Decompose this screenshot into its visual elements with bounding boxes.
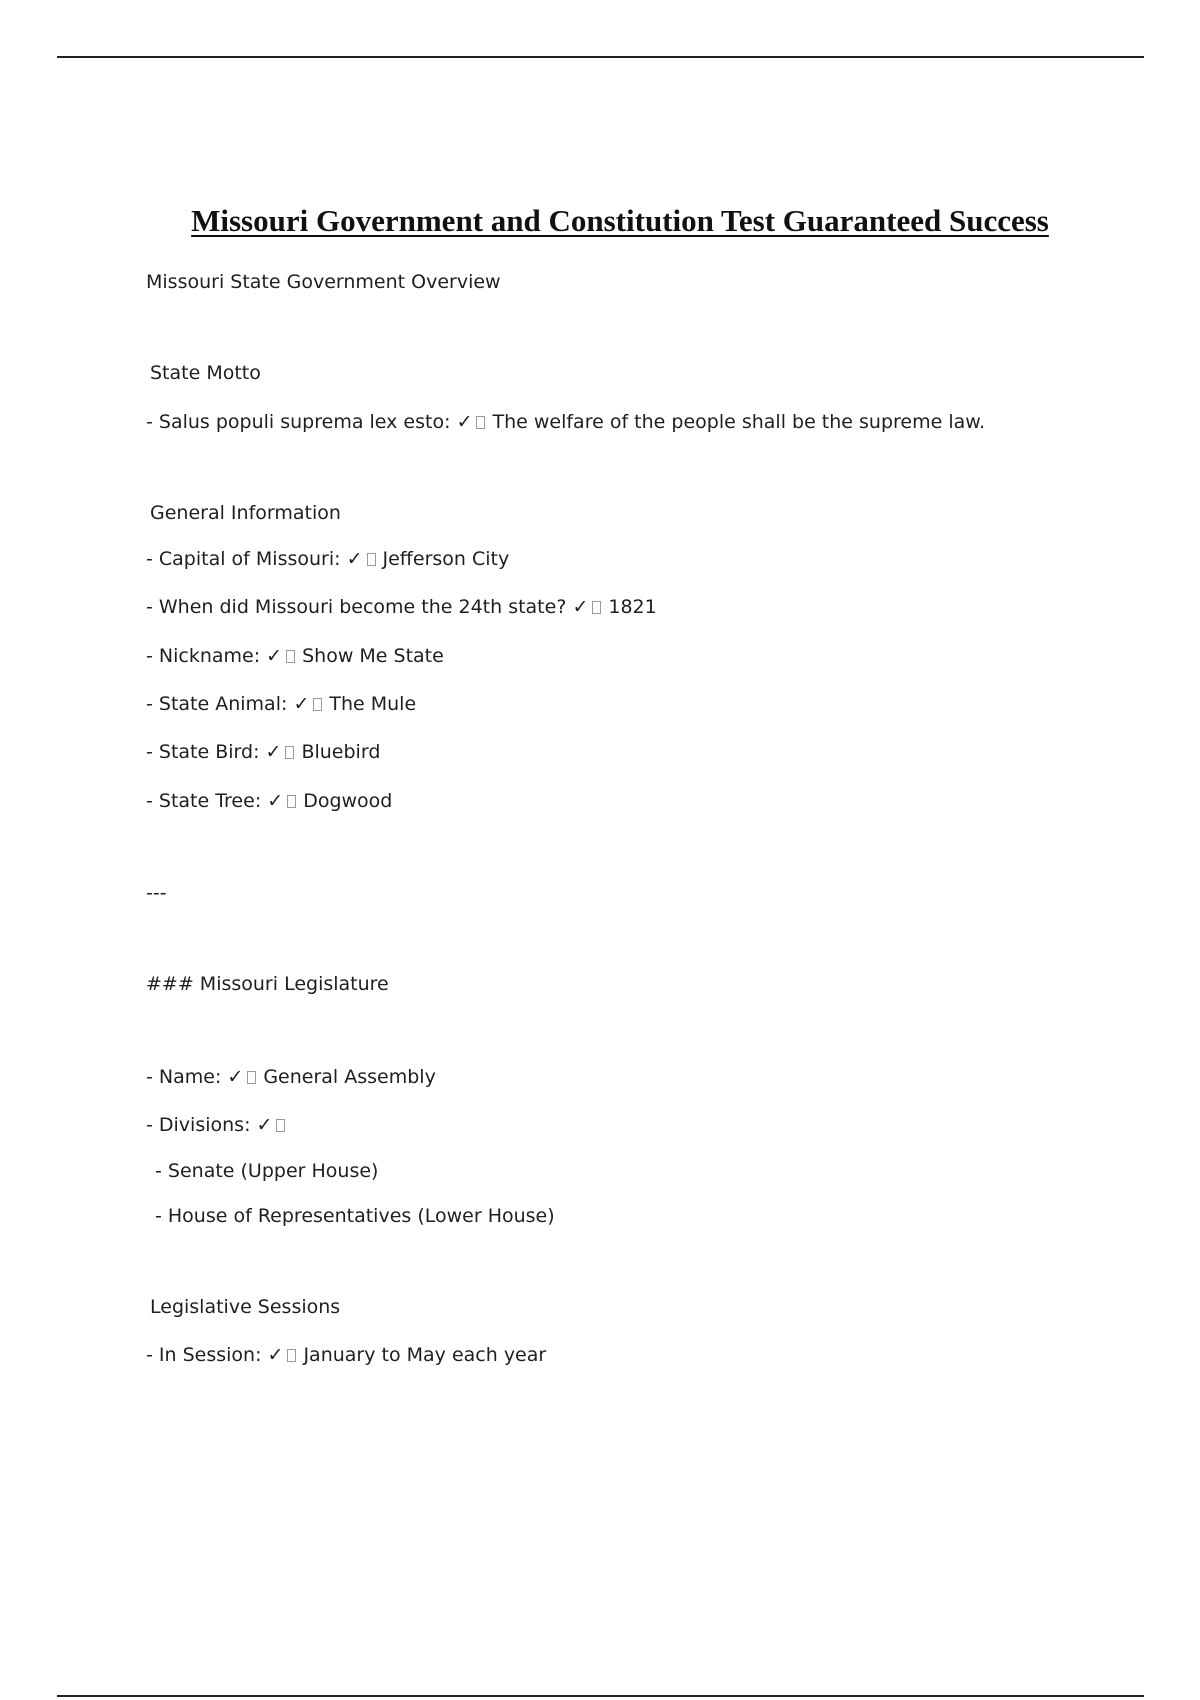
question-text: - In Session: — [146, 1344, 262, 1366]
question-text: - Name: — [146, 1066, 222, 1088]
qa-item-motto — [146, 409, 985, 435]
qa-item-legislature-name — [146, 1064, 436, 1090]
check-icon: ✓ — [293, 693, 310, 715]
qa-item-state-animal — [146, 691, 416, 717]
checkbox-icon — [287, 1349, 296, 1362]
question-text: - State Animal: — [146, 693, 288, 715]
question-text: - Salus populi suprema lex esto: — [146, 411, 451, 433]
question-text: - When did Missouri become the 24th state? — [146, 596, 567, 618]
check-icon: ✓ — [456, 411, 473, 433]
question-text: - Capital of Missouri: — [146, 548, 341, 570]
answer-text: The welfare of the people shall be the supreme law. — [492, 411, 986, 433]
question-text: - Nickname: — [146, 645, 261, 667]
bottom-rule — [57, 1695, 1144, 1697]
check-icon: ✓ — [267, 1344, 284, 1366]
answer-text: 1821 — [608, 596, 657, 618]
answer-text: General Assembly — [263, 1066, 436, 1088]
checkbox-icon — [313, 698, 322, 711]
document-subtitle: Missouri State Government Overview — [146, 271, 501, 293]
qa-item-nickname — [146, 643, 444, 669]
document-title: Missouri Government and Constitution Test Guaranteed Success — [191, 203, 1049, 238]
check-icon: ✓ — [572, 596, 589, 618]
check-icon: ✓ — [267, 790, 284, 812]
answer-text: The Mule — [329, 693, 417, 715]
check-icon: ✓ — [266, 645, 283, 667]
question-text: - Divisions: — [146, 1114, 251, 1136]
checkbox-icon — [276, 1119, 285, 1132]
qa-item-state-bird — [146, 739, 380, 765]
question-text: - State Tree: — [146, 790, 262, 812]
qa-item-in-session — [146, 1342, 546, 1368]
section-heading-motto: State Motto — [150, 362, 261, 384]
checkbox-icon — [592, 601, 601, 614]
qa-item-capital — [146, 546, 509, 572]
answer-text: Jefferson City — [382, 548, 510, 570]
section-heading-legislature: ### Missouri Legislature — [146, 973, 389, 995]
checkbox-icon — [367, 553, 376, 566]
checkbox-icon — [287, 795, 296, 808]
checkbox-icon — [286, 650, 295, 663]
qa-item-divisions — [146, 1112, 292, 1138]
qa-item-state-tree — [146, 788, 392, 814]
check-icon: ✓ — [256, 1114, 273, 1136]
answer-text: Show Me State — [302, 645, 444, 667]
answer-text: January to May each year — [303, 1344, 547, 1366]
check-icon: ✓ — [346, 548, 363, 570]
section-heading-sessions: Legislative Sessions — [150, 1296, 341, 1318]
top-rule — [57, 56, 1144, 58]
answer-text: Bluebird — [301, 741, 381, 763]
sub-item-house: - House of Representatives (Lower House) — [155, 1205, 555, 1227]
check-icon: ✓ — [265, 741, 282, 763]
section-heading-general: General Information — [150, 502, 341, 524]
checkbox-icon — [476, 416, 485, 429]
checkbox-icon — [247, 1071, 256, 1084]
qa-item-statehood — [146, 594, 657, 620]
checkbox-icon — [285, 746, 294, 759]
answer-text: Dogwood — [303, 790, 393, 812]
check-icon: ✓ — [227, 1066, 244, 1088]
question-text: - State Bird: — [146, 741, 260, 763]
section-separator: --- — [146, 882, 167, 904]
sub-item-senate: - Senate (Upper House) — [155, 1160, 379, 1182]
